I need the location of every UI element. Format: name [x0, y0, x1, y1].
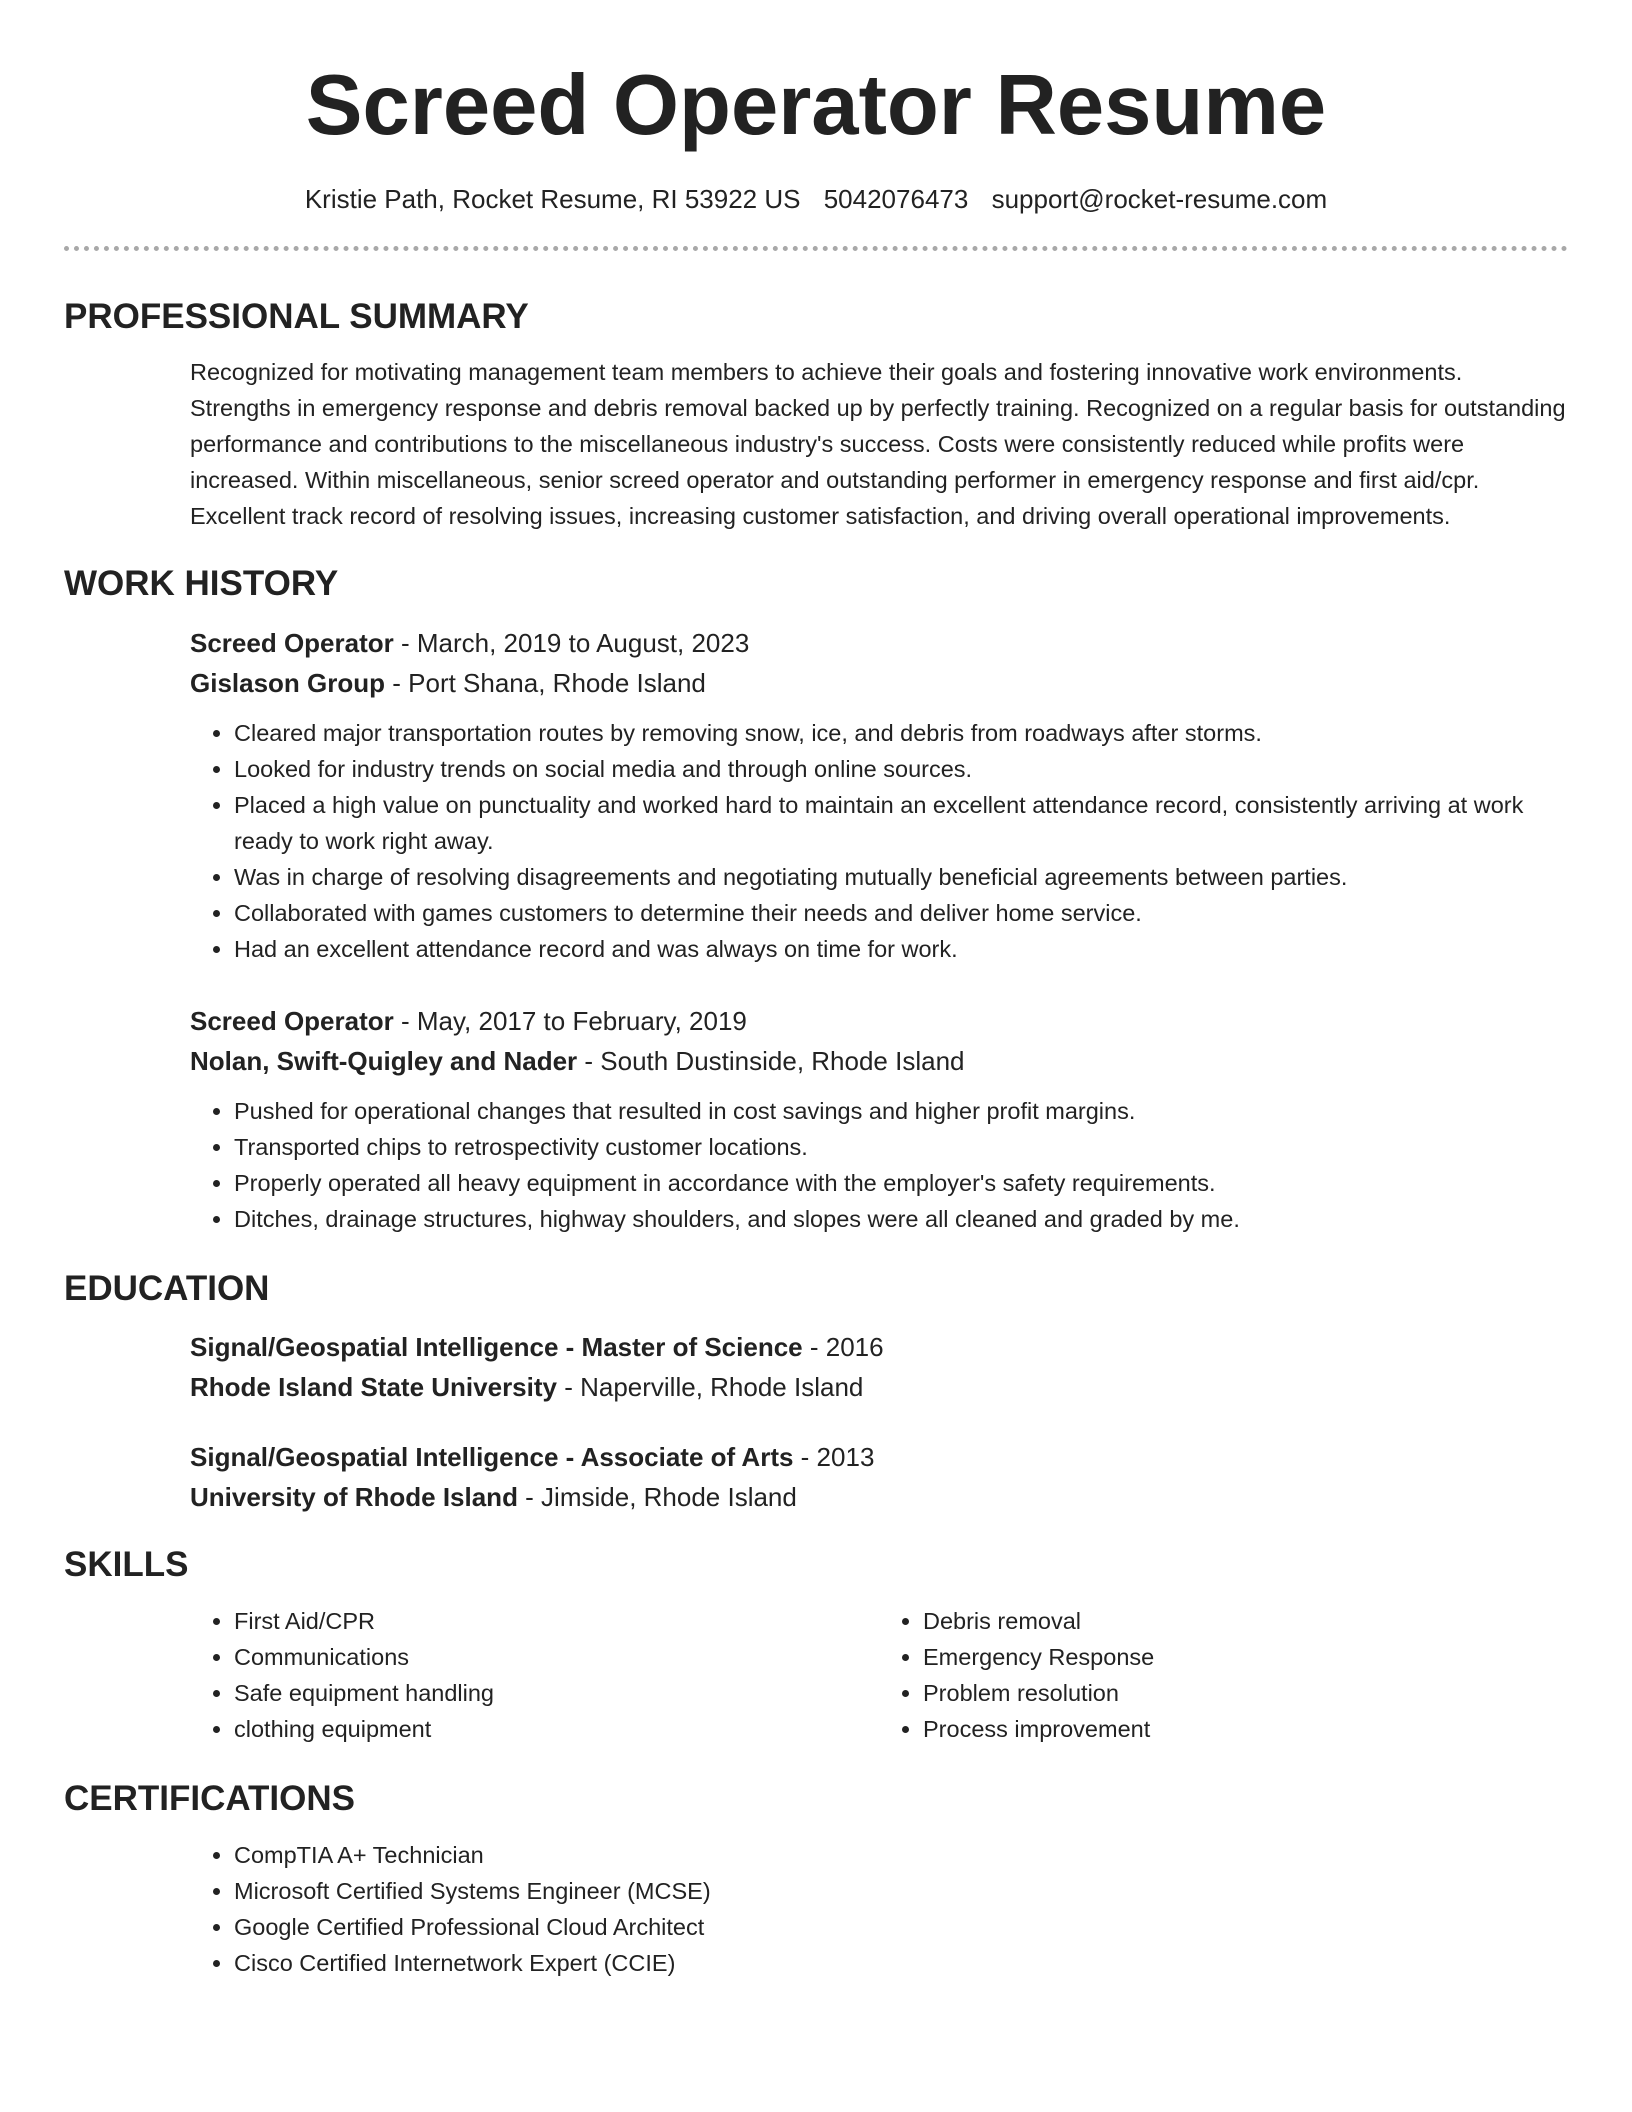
job-location: - Port Shana, Rhode Island: [385, 668, 706, 698]
summary-text: Recognized for motivating management team members to achieve their goals and fostering innovative work environments. Strengths in emergency response and debris removal backed up by perfectly training. Recognized on a regular basis for outstanding performance and contributions to the miscellaneous industry's success. Costs were consistently reduced while profits were increased. Within miscellaneous, senior screed operator and outstanding performer in emergency response and first aid/cpr. Excellent track record of resolving issues, increasing customer satisfaction, and driving overall operational improvements.: [190, 359, 1566, 529]
skills-list-left: [190, 1603, 879, 1747]
certifications-list: [190, 1837, 1568, 1981]
job-title-line: [190, 623, 1568, 663]
degree-year: - 2016: [802, 1332, 884, 1362]
school-location: - Jimside, Rhode Island: [517, 1482, 797, 1512]
list-item: • Communications: [234, 1639, 879, 1675]
work-history-heading: WORK HISTORY: [64, 564, 339, 603]
school-name: University of Rhode Island: [190, 1482, 518, 1512]
list-item: • First Aid/CPR: [234, 1603, 879, 1639]
job-company-line: [190, 1041, 1568, 1081]
education-heading: EDUCATION: [64, 1269, 270, 1308]
contact-line: [64, 182, 1568, 216]
list-item: • Google Certified Professional Cloud Architect: [234, 1909, 1568, 1945]
school-location: - Naperville, Rhode Island: [556, 1372, 864, 1402]
degree-line: [190, 1327, 1568, 1367]
header-divider: [64, 246, 1568, 251]
certifications-heading: CERTIFICATIONS: [64, 1779, 356, 1818]
job-dates: - May, 2017 to February, 2019: [393, 1006, 747, 1036]
summary-heading: PROFESSIONAL SUMMARY: [64, 297, 529, 336]
certifications-section: [190, 1837, 1568, 1981]
list-item: • Microsoft Certified Systems Engineer (MCSE): [234, 1873, 1568, 1909]
list-item: • Safe equipment handling: [234, 1675, 879, 1711]
job-location: - South Dustinside, Rhode Island: [577, 1046, 965, 1076]
list-item: • Process improvement: [923, 1711, 1568, 1747]
education-entry: [190, 1437, 1568, 1517]
job-title: Screed Operator: [190, 1006, 394, 1036]
education-entry: [190, 1327, 1568, 1407]
job-entry: [190, 1001, 1568, 1237]
list-item: • Ditches, drainage structures, highway shoulders, and slopes were all cleaned and graded by me.: [234, 1201, 1568, 1237]
list-item: • Was in charge of resolving disagreements and negotiating mutually beneficial agreements between parties.: [234, 859, 1568, 895]
contact-email: support@rocket-resume.com: [991, 184, 1328, 214]
degree-name: Signal/Geospatial Intelligence - Associate of Arts: [190, 1442, 794, 1472]
job-company: Nolan, Swift-Quigley and Nader: [190, 1046, 578, 1076]
job-duties-list: [190, 715, 1568, 967]
list-item: • CompTIA A+ Technician: [234, 1837, 1568, 1873]
skills-section: [190, 1603, 1568, 1747]
list-item: • Looked for industry trends on social media and through online sources.: [234, 751, 1568, 787]
degree-name: Signal/Geospatial Intelligence - Master of Science: [190, 1332, 803, 1362]
list-item: • Problem resolution: [923, 1675, 1568, 1711]
contact-address: Kristie Path, Rocket Resume, RI 53922 US: [304, 184, 801, 214]
job-duties-list: [190, 1093, 1568, 1237]
skills-heading: SKILLS: [64, 1545, 189, 1584]
skills-list-right: [879, 1603, 1568, 1747]
school-line: [190, 1477, 1568, 1517]
degree-line: [190, 1437, 1568, 1477]
work-history-section: [190, 623, 1568, 1237]
page-title: Screed Operator Resume: [305, 58, 1327, 153]
list-item: • Transported chips to retrospectivity customer locations.: [234, 1129, 1568, 1165]
list-item: • Debris removal: [923, 1603, 1568, 1639]
summary-section: [190, 354, 1568, 534]
list-item: • Pushed for operational changes that resulted in cost savings and higher profit margins.: [234, 1093, 1568, 1129]
job-dates: - March, 2019 to August, 2023: [393, 628, 750, 658]
degree-year: - 2013: [793, 1442, 875, 1472]
job-title: Screed Operator: [190, 628, 394, 658]
job-title-line: [190, 1001, 1568, 1041]
job-company: Gislason Group: [190, 668, 386, 698]
job-company-line: [190, 663, 1568, 703]
list-item: • Cleared major transportation routes by removing snow, ice, and debris from roadways after storms.: [234, 715, 1568, 751]
school-name: Rhode Island State University: [190, 1372, 557, 1402]
contact-phone: 5042076473: [823, 184, 969, 214]
job-entry: [190, 623, 1568, 967]
list-item: • Had an excellent attendance record and was always on time for work.: [234, 931, 1568, 967]
education-section: [190, 1327, 1568, 1517]
list-item: • clothing equipment: [234, 1711, 879, 1747]
list-item: • Collaborated with games customers to determine their needs and deliver home service.: [234, 895, 1568, 931]
list-item: • Properly operated all heavy equipment in accordance with the employer's safety requirements.: [234, 1165, 1568, 1201]
list-item: • Placed a high value on punctuality and worked hard to maintain an excellent attendance record, consistently arriving at work ready to work right away.: [234, 787, 1568, 859]
list-item: • Cisco Certified Internetwork Expert (CCIE): [234, 1945, 1568, 1981]
list-item: • Emergency Response: [923, 1639, 1568, 1675]
school-line: [190, 1367, 1568, 1407]
